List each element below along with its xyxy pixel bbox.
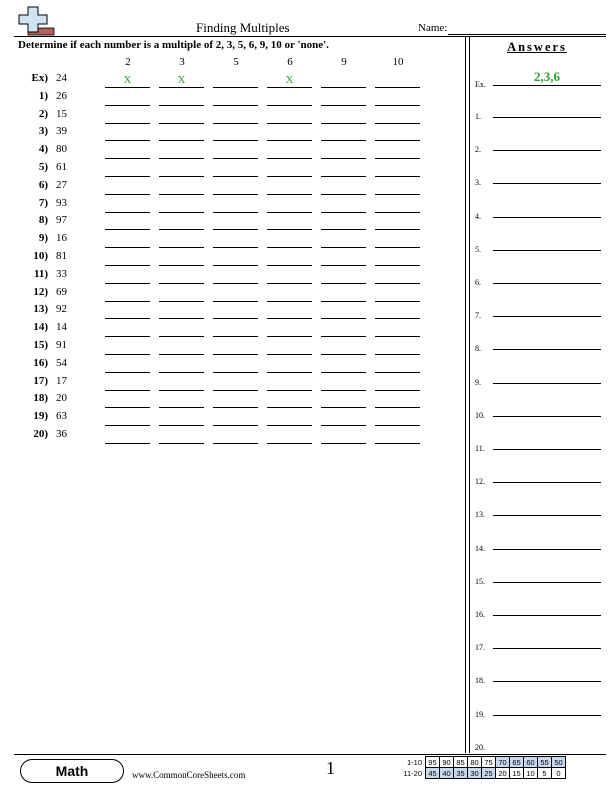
question-label: 16) — [33, 356, 48, 369]
answer-label: 15. — [475, 576, 485, 586]
multiple-blank[interactable] — [105, 198, 150, 213]
answer-line[interactable] — [493, 400, 601, 417]
question-number: 69 — [56, 285, 67, 298]
question-number: 80 — [56, 143, 67, 156]
answer-line[interactable] — [493, 665, 601, 682]
multiple-blank[interactable] — [213, 322, 258, 337]
question-number: 61 — [56, 161, 67, 173]
multiple-blank[interactable] — [267, 198, 312, 213]
multiple-blank[interactable] — [159, 340, 204, 355]
answer-line[interactable] — [493, 300, 601, 317]
question-number: 16 — [56, 232, 67, 245]
multiple-blank[interactable] — [321, 393, 366, 408]
question-label: 17) — [33, 374, 48, 387]
multiple-blank[interactable] — [321, 376, 366, 391]
multiple-blank[interactable] — [375, 233, 420, 248]
score-table — [396, 756, 566, 779]
question-number: 81 — [56, 250, 67, 262]
answers-heading: Answers — [507, 40, 567, 54]
multiple-blank[interactable] — [375, 109, 420, 124]
column-header: 10 — [392, 56, 404, 68]
subject-badge: Math — [20, 759, 124, 783]
multiple-blank[interactable] — [213, 269, 258, 284]
score-cell: 25 — [482, 768, 496, 779]
multiple-blank[interactable] — [375, 304, 420, 319]
score-cell: 55 — [538, 757, 552, 768]
answer-line[interactable] — [493, 632, 601, 649]
multiple-blank[interactable] — [375, 358, 420, 373]
multiple-blank[interactable] — [267, 126, 312, 141]
answer-example-label: Ex. — [475, 80, 486, 89]
question-number: 54 — [56, 356, 67, 369]
multiple-blank[interactable] — [321, 162, 366, 177]
multiple-blank[interactable] — [267, 340, 312, 355]
answer-label: 3. — [475, 178, 481, 188]
score-cell: 30 — [468, 768, 482, 779]
multiple-blank[interactable] — [105, 251, 150, 266]
question-number: 20 — [56, 392, 67, 405]
question-label: 1) — [38, 89, 48, 102]
answer-line[interactable] — [493, 433, 601, 450]
multiple-blank[interactable] — [105, 126, 150, 141]
answer-line[interactable] — [493, 101, 601, 118]
column-divider-left — [465, 37, 466, 753]
multiple-blank[interactable] — [321, 251, 366, 266]
multiple-blank[interactable] — [159, 376, 204, 391]
question-label: 10) — [33, 250, 48, 262]
score-row-label: 11-20 — [403, 768, 422, 778]
score-cell: 60 — [524, 757, 538, 768]
question-number: 33 — [56, 267, 67, 280]
question-label: 13) — [33, 303, 48, 316]
question-number: 63 — [56, 410, 67, 423]
answer-label: 11. — [475, 444, 485, 453]
score-cell: 35 — [454, 768, 468, 779]
multiple-blank[interactable] — [105, 91, 150, 106]
multiple-blank[interactable] — [375, 251, 420, 266]
multiple-blank[interactable] — [213, 411, 258, 426]
answer-line[interactable] — [493, 599, 601, 616]
question-number: 91 — [56, 339, 67, 351]
multiple-blank[interactable] — [375, 198, 420, 213]
multiple-blank[interactable] — [105, 144, 150, 159]
instructions: Determine if each number is a multiple of 2, 3, 5, 6, 9, 10 or 'none'. — [18, 39, 329, 51]
multiple-blank[interactable] — [267, 411, 312, 426]
page-number: 1 — [326, 758, 335, 778]
question-number: 17 — [56, 374, 67, 387]
multiple-blank[interactable] — [321, 322, 366, 337]
multiple-blank[interactable] — [159, 411, 204, 426]
column-header: 9 — [341, 56, 347, 68]
multiple-blank[interactable] — [375, 162, 420, 177]
multiple-blank[interactable] — [321, 215, 366, 230]
question-label: 18) — [33, 392, 48, 405]
multiple-blank[interactable] — [105, 109, 150, 124]
header-divider — [14, 36, 606, 37]
question-label: 20) — [33, 428, 48, 440]
question-label: 8) — [38, 214, 48, 227]
score-cell: 95 — [426, 757, 440, 768]
answer-label: 19. — [475, 709, 485, 719]
question-number: 36 — [56, 428, 67, 440]
question-label: 3) — [38, 125, 48, 138]
question-label: 4) — [38, 143, 48, 156]
answer-label: 20. — [475, 742, 485, 752]
answer-line[interactable] — [493, 167, 601, 184]
multiple-blank[interactable] — [159, 91, 204, 106]
answer-line[interactable] — [493, 566, 601, 583]
multiple-blank[interactable] — [105, 304, 150, 319]
answer-label: 18. — [475, 676, 485, 686]
multiple-blank[interactable] — [159, 198, 204, 213]
score-cell: 65 — [510, 757, 524, 768]
answer-line[interactable] — [493, 234, 601, 251]
name-label: Name: — [418, 22, 448, 34]
multiple-blank[interactable] — [375, 322, 420, 337]
question-label: 5) — [38, 161, 48, 173]
multiple-blank[interactable] — [375, 144, 420, 159]
multiple-blank[interactable] — [213, 429, 258, 444]
multiple-blank[interactable] — [105, 393, 150, 408]
multiple-blank[interactable] — [159, 304, 204, 319]
multiple-blank[interactable] — [105, 376, 150, 391]
multiple-blank[interactable] — [321, 304, 366, 319]
answer-line[interactable] — [493, 267, 601, 284]
multiple-blank[interactable] — [105, 411, 150, 426]
multiple-blank[interactable] — [375, 393, 420, 408]
answer-line[interactable] — [493, 333, 601, 350]
answer-label: 8. — [475, 344, 481, 354]
multiple-blank[interactable] — [267, 376, 312, 391]
multiple-blank[interactable] — [321, 340, 366, 355]
multiple-blank[interactable] — [375, 126, 420, 141]
multiple-blank[interactable] — [375, 376, 420, 391]
multiple-blank[interactable] — [267, 251, 312, 266]
multiple-blank[interactable] — [105, 287, 150, 302]
column-header: 5 — [233, 56, 239, 68]
question-label: 7) — [38, 196, 48, 209]
example-number: 24 — [56, 72, 67, 84]
answer-example-line: 2,3,6 — [493, 69, 601, 86]
page-title: Finding Multiples — [196, 20, 290, 35]
multiple-blank[interactable] — [267, 304, 312, 319]
multiple-blank[interactable] — [159, 322, 204, 337]
score-cell: 5 — [538, 768, 552, 779]
score-row-label: 1-10 — [406, 757, 422, 767]
multiple-blank[interactable] — [105, 322, 150, 337]
multiple-blank[interactable] — [159, 109, 204, 124]
multiple-blank[interactable] — [159, 429, 204, 444]
plus-sign-logo — [14, 6, 56, 36]
multiple-blank[interactable] — [213, 340, 258, 355]
example-mark: X — [105, 73, 150, 88]
multiple-blank[interactable] — [159, 215, 204, 230]
answer-label: 13. — [475, 510, 485, 520]
multiple-blank[interactable] — [375, 91, 420, 106]
multiple-blank[interactable] — [321, 198, 366, 213]
multiple-blank[interactable] — [267, 358, 312, 373]
multiple-blank[interactable] — [375, 429, 420, 444]
multiple-blank[interactable] — [159, 233, 204, 248]
multiple-blank[interactable] — [267, 233, 312, 248]
column-header: 3 — [179, 56, 185, 68]
multiple-blank[interactable] — [213, 198, 258, 213]
question-number: 14 — [56, 321, 67, 334]
question-label: 14) — [33, 321, 48, 334]
multiple-blank[interactable] — [105, 162, 150, 177]
answer-line[interactable] — [493, 201, 601, 218]
score-cell: 15 — [510, 768, 524, 779]
answer-label: 5. — [475, 244, 481, 254]
multiple-blank[interactable] — [267, 144, 312, 159]
multiple-blank[interactable] — [321, 358, 366, 373]
multiple-blank[interactable] — [375, 411, 420, 426]
multiple-blank[interactable] — [321, 180, 366, 195]
multiple-blank[interactable] — [321, 429, 366, 444]
answer-line[interactable] — [493, 533, 601, 550]
score-cell: 45 — [426, 768, 440, 779]
multiple-blank[interactable] — [213, 358, 258, 373]
answer-label: 7. — [475, 311, 481, 321]
answer-label: 2. — [475, 145, 481, 155]
example-mark — [375, 73, 420, 88]
multiple-blank[interactable] — [267, 215, 312, 230]
score-cell: 20 — [496, 768, 510, 779]
question-number: 97 — [56, 214, 67, 227]
score-cell: 85 — [454, 757, 468, 768]
score-cell: 0 — [552, 768, 566, 779]
multiple-blank[interactable] — [105, 215, 150, 230]
question-number: 26 — [56, 89, 67, 102]
answer-line[interactable] — [493, 367, 601, 384]
multiple-blank[interactable] — [321, 126, 366, 141]
multiple-blank[interactable] — [267, 109, 312, 124]
multiple-blank[interactable] — [159, 251, 204, 266]
multiple-blank[interactable] — [321, 91, 366, 106]
multiple-blank[interactable] — [105, 180, 150, 195]
answer-line[interactable] — [493, 699, 601, 716]
column-header: 6 — [287, 56, 293, 68]
answer-label: 12. — [475, 477, 485, 487]
multiple-blank[interactable] — [159, 269, 204, 284]
multiple-blank[interactable] — [321, 287, 366, 302]
answer-label: 16. — [475, 610, 485, 619]
multiple-blank[interactable] — [159, 144, 204, 159]
footer-divider — [14, 754, 606, 755]
score-cell: 75 — [482, 757, 496, 768]
score-cell: 10 — [524, 768, 538, 779]
multiple-blank[interactable] — [213, 126, 258, 141]
answer-label: 9. — [475, 377, 481, 387]
question-label: 9) — [38, 232, 48, 245]
multiple-blank[interactable] — [159, 126, 204, 141]
multiple-blank[interactable] — [375, 269, 420, 284]
multiple-blank[interactable] — [267, 322, 312, 337]
multiple-blank[interactable] — [105, 358, 150, 373]
multiple-blank[interactable] — [321, 411, 366, 426]
answer-line[interactable] — [493, 499, 601, 516]
score-cell: 40 — [440, 768, 454, 779]
example-mark: X — [267, 73, 312, 88]
multiple-blank[interactable] — [159, 287, 204, 302]
column-divider-right — [469, 37, 470, 753]
score-cell: 80 — [468, 757, 482, 768]
multiple-blank[interactable] — [105, 429, 150, 444]
example-label: Ex) — [31, 72, 48, 84]
answer-label: 14. — [475, 543, 485, 553]
question-number: 92 — [56, 303, 67, 316]
multiple-blank[interactable] — [213, 304, 258, 319]
multiple-blank[interactable] — [267, 180, 312, 195]
example-mark: X — [159, 73, 204, 88]
score-row — [396, 757, 566, 768]
multiple-blank[interactable] — [213, 233, 258, 248]
answer-label: 10. — [475, 410, 485, 420]
answer-label: 6. — [475, 278, 481, 287]
multiple-blank[interactable] — [105, 269, 150, 284]
column-header: 2 — [125, 56, 131, 68]
answer-line[interactable] — [493, 134, 601, 151]
question-number: 39 — [56, 125, 67, 138]
multiple-blank[interactable] — [213, 376, 258, 391]
multiple-blank[interactable] — [213, 91, 258, 106]
multiple-blank[interactable] — [213, 251, 258, 266]
multiple-blank[interactable] — [159, 162, 204, 177]
question-number: 15 — [56, 107, 67, 120]
multiple-blank[interactable] — [267, 287, 312, 302]
multiple-blank[interactable] — [213, 144, 258, 159]
multiple-blank[interactable] — [159, 358, 204, 373]
multiple-blank[interactable] — [267, 91, 312, 106]
multiple-blank[interactable] — [213, 180, 258, 195]
question-number: 27 — [56, 178, 67, 191]
multiple-blank[interactable] — [213, 162, 258, 177]
multiple-blank[interactable] — [105, 340, 150, 355]
multiple-blank[interactable] — [321, 109, 366, 124]
multiple-blank[interactable] — [105, 233, 150, 248]
example-mark — [321, 73, 366, 88]
question-label: 19) — [33, 410, 48, 423]
multiple-blank[interactable] — [213, 215, 258, 230]
multiple-blank[interactable] — [321, 233, 366, 248]
answer-label: 1. — [475, 112, 481, 121]
multiple-blank[interactable] — [267, 269, 312, 284]
website-link[interactable]: www.CommonCoreSheets.com — [132, 770, 246, 780]
multiple-blank[interactable] — [213, 393, 258, 408]
question-label: 15) — [33, 339, 48, 351]
multiple-blank[interactable] — [375, 215, 420, 230]
multiple-blank[interactable] — [213, 109, 258, 124]
name-field[interactable] — [448, 34, 606, 35]
example-mark — [213, 73, 258, 88]
question-label: 12) — [33, 285, 48, 298]
question-number: 93 — [56, 196, 67, 209]
multiple-blank[interactable] — [321, 269, 366, 284]
score-row — [396, 768, 566, 779]
multiple-blank[interactable] — [375, 287, 420, 302]
score-cell: 50 — [552, 757, 566, 768]
multiple-blank[interactable] — [159, 393, 204, 408]
multiple-blank[interactable] — [267, 393, 312, 408]
multiple-blank[interactable] — [321, 144, 366, 159]
answer-line[interactable] — [493, 466, 601, 483]
question-label: 11) — [33, 267, 48, 280]
question-label: 2) — [38, 107, 48, 120]
answer-label: 4. — [475, 211, 481, 221]
score-cell: 70 — [496, 757, 510, 768]
answer-label: 17. — [475, 643, 485, 653]
score-cell: 90 — [440, 757, 454, 768]
multiple-blank[interactable] — [159, 180, 204, 195]
multiple-blank[interactable] — [267, 162, 312, 177]
multiple-blank[interactable] — [267, 429, 312, 444]
multiple-blank[interactable] — [213, 287, 258, 302]
multiple-blank[interactable] — [375, 180, 420, 195]
question-label: 6) — [38, 178, 48, 191]
multiple-blank[interactable] — [375, 340, 420, 355]
